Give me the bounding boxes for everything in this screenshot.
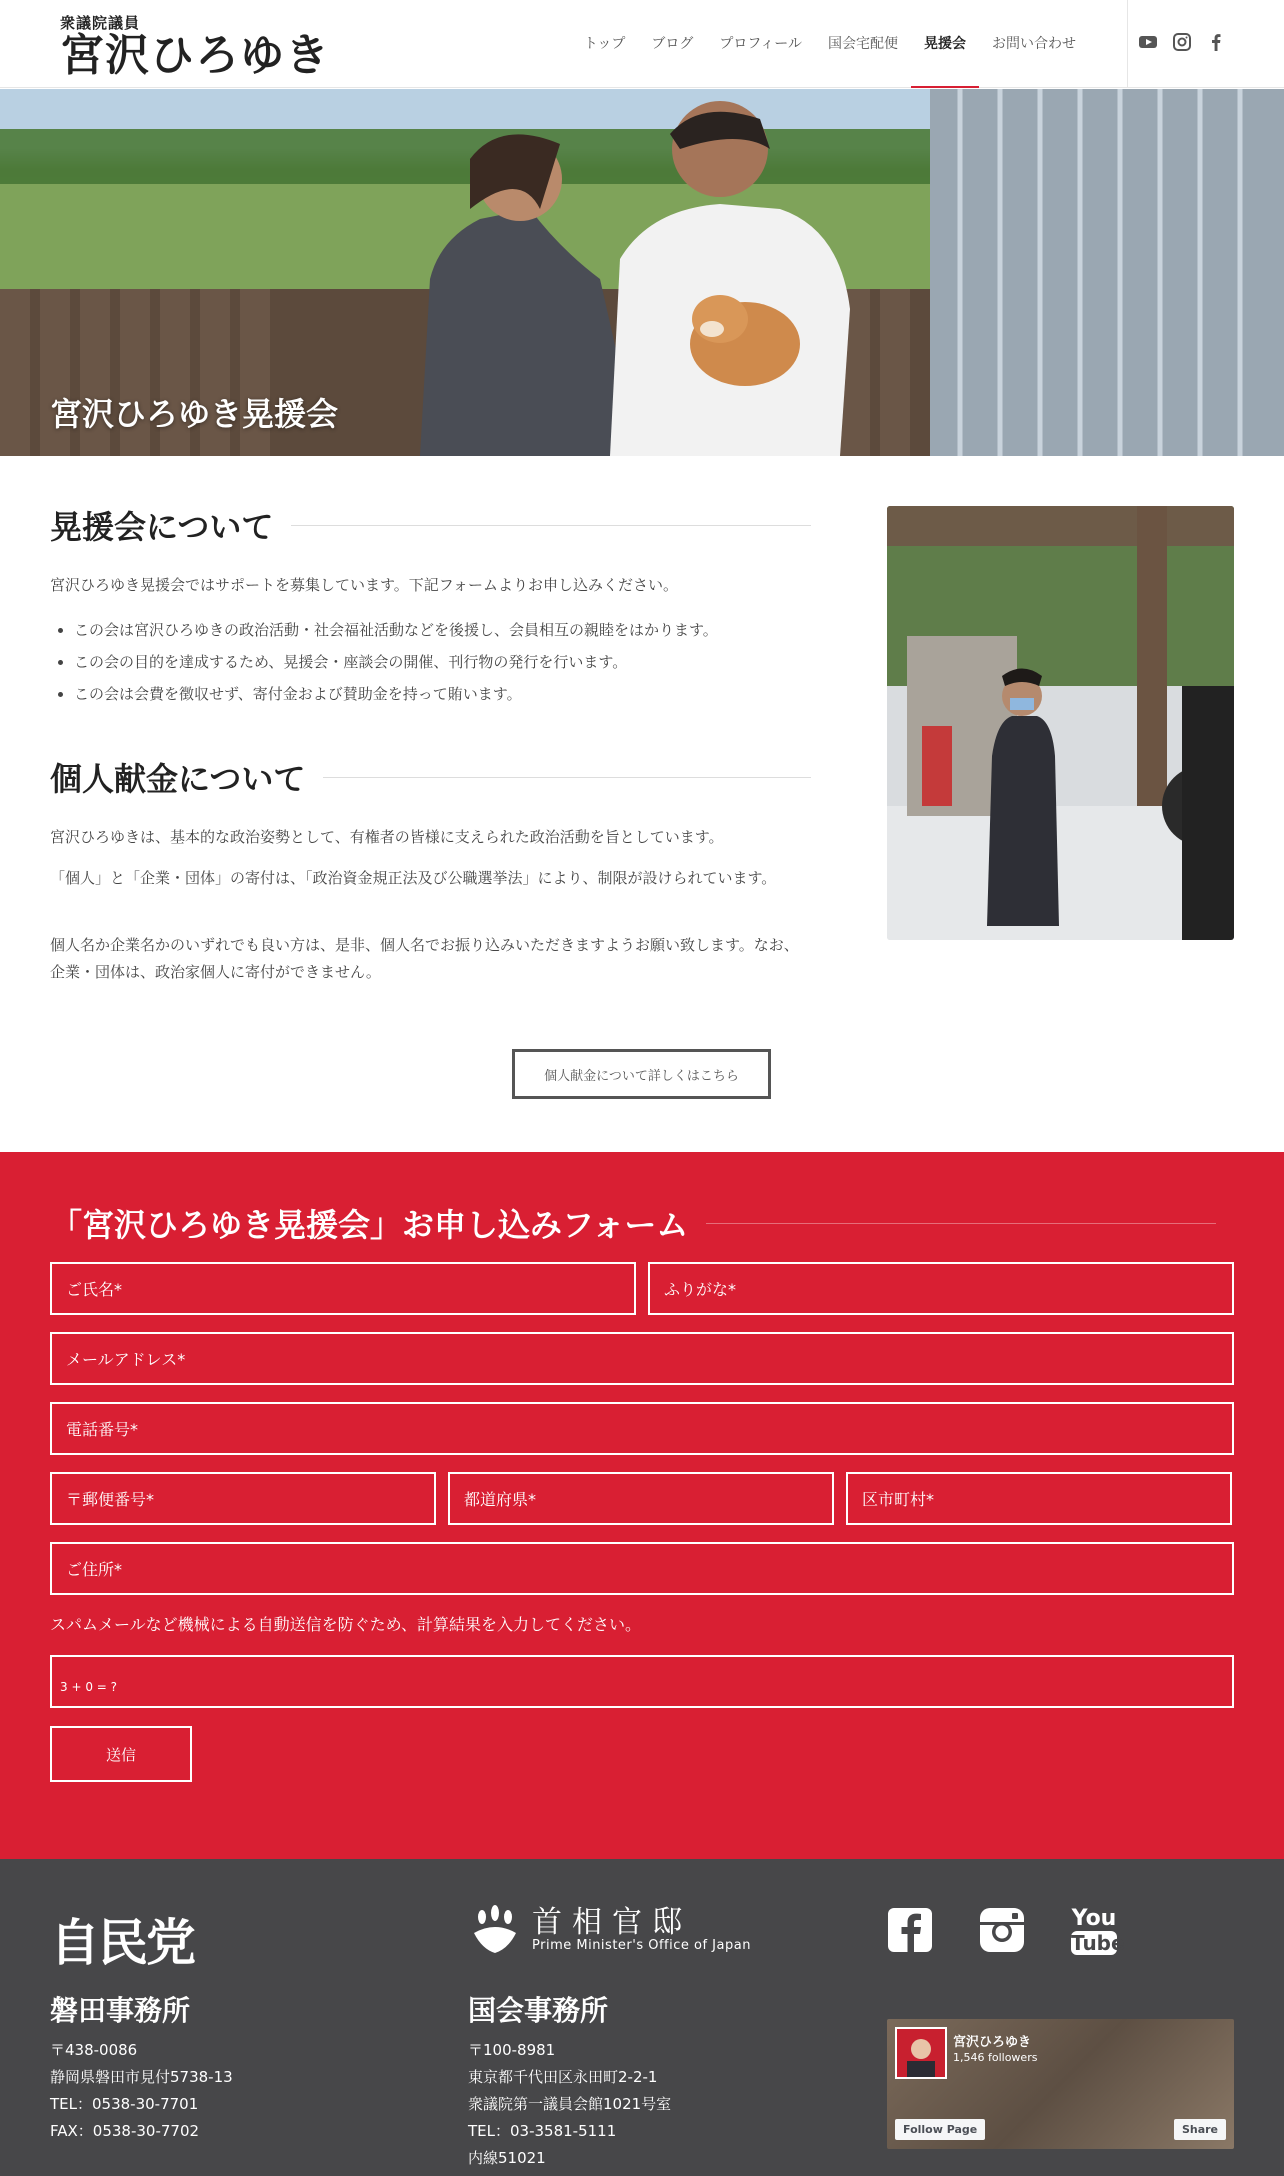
- site-logo[interactable]: [60, 12, 330, 79]
- nav-item-supporters[interactable]: 晃援会: [911, 0, 979, 88]
- prefecture-field[interactable]: 都道府県*: [448, 1472, 834, 1525]
- address-field[interactable]: ご住所*: [50, 1542, 1234, 1595]
- nav-divider: [1127, 0, 1128, 88]
- kantei-name: 首相官邸: [532, 1904, 692, 1940]
- office1-line: TEL：0538-30-7701: [50, 2095, 199, 2113]
- phone-field[interactable]: 電話番号*: [50, 1402, 1234, 1455]
- facebook-icon[interactable]: [887, 1907, 933, 1953]
- logo-subtitle: 衆議院議員: [60, 14, 141, 32]
- office1-address: [50, 2037, 233, 2145]
- footer-social: [887, 1906, 1125, 1959]
- office1-title: 磐田事務所: [50, 1994, 191, 2027]
- share-button[interactable]: Share: [1174, 2119, 1226, 2140]
- office1-line: 〒438-0086: [50, 2041, 138, 2059]
- list-item: • この会は会費を徴収せず、寄付金および賛助金を持って賄います。: [74, 678, 718, 710]
- office2-title: 国会事務所: [468, 1994, 609, 2027]
- site-header: [0, 0, 1284, 88]
- nav-item-top[interactable]: トップ: [583, 36, 626, 52]
- donation-heading-text: 個人献金について: [50, 760, 306, 798]
- fb-followers: 1,546 followers: [953, 2051, 1038, 2064]
- about-bullets: [74, 614, 718, 710]
- donation-heading: [50, 754, 811, 800]
- submit-button[interactable]: 送信: [50, 1726, 192, 1782]
- youtube-icon[interactable]: [1138, 32, 1158, 52]
- instagram-icon[interactable]: [979, 1907, 1025, 1953]
- signup-form-section: [0, 1152, 1284, 1859]
- facebook-icon[interactable]: [1206, 32, 1226, 52]
- office1-line: 静岡県磐田市見付5738-13: [50, 2068, 233, 2086]
- heading-divider: [706, 1223, 1216, 1224]
- about-intro: 宮沢ひろゆき晃援会ではサポートを募集しています。下記フォームよりお申し込みください。: [50, 576, 679, 594]
- ldp-logo[interactable]: 自民党: [50, 1914, 194, 1972]
- donation-paragraph-3: 個人名か企業名かのいずれでも良い方は、是非、個人名でお振り込みいただきますようお願い致します。なお、企業・団体は、政治家個人に寄付ができません。: [50, 936, 799, 981]
- youtube-icon-bottom: Tube: [1071, 1931, 1125, 1955]
- spam-note: スパムメールなど機械による自動送信を防ぐため、計算結果を入力してください。: [50, 1615, 642, 1634]
- fb-page-name[interactable]: 宮沢ひろゆき: [953, 2035, 1032, 2050]
- side-photo: [887, 506, 1234, 940]
- youtube-icon-top: You: [1071, 1906, 1117, 1931]
- nav-item-contact[interactable]: お問い合わせ: [992, 36, 1076, 52]
- donation-details-button[interactable]: 個人献金について詳しくはこちら: [512, 1049, 771, 1099]
- header-social: [1138, 32, 1226, 52]
- name-field[interactable]: ご氏名*: [50, 1262, 636, 1315]
- office2-line: 〒100-8981: [468, 2041, 556, 2059]
- heading-divider: [323, 777, 811, 778]
- page-title: 宮沢ひろゆき晃援会: [50, 395, 339, 433]
- city-field[interactable]: 区市町村*: [846, 1472, 1232, 1525]
- logo-name: 宮沢ひろゆき: [60, 30, 330, 81]
- nav-item-profile[interactable]: プロフィール: [719, 36, 802, 52]
- office2-address: [468, 2037, 671, 2172]
- email-field[interactable]: メールアドレス*: [50, 1332, 1234, 1385]
- office2-line: TEL：03-3581-5111: [468, 2122, 617, 2140]
- kantei-logo[interactable]: [468, 1903, 751, 1957]
- office1-line: FAX：0538-30-7702: [50, 2122, 200, 2140]
- office2-line: 東京都千代田区永田町2-2-1: [468, 2068, 658, 2086]
- about-heading-text: 晃援会について: [50, 508, 274, 546]
- shrine-photo: [887, 506, 1234, 940]
- donation-paragraph-2: 「個人」と「企業・団体」の寄付は、「政治資金規正法及び公職選挙法」により、制限が設けられています。: [50, 869, 777, 887]
- nav-item-delivery[interactable]: 国会宅配便: [828, 36, 898, 52]
- about-heading: [50, 502, 811, 548]
- instagram-icon[interactable]: [1172, 32, 1192, 52]
- site-footer: [0, 1859, 1284, 2176]
- hero-banner: [0, 89, 1284, 456]
- form-heading-text: 「宮沢ひろゆき晃援会」お申し込みフォーム: [50, 1206, 689, 1244]
- main-nav: [571, 0, 1089, 88]
- donation-paragraph-1: 宮沢ひろゆきは、基本的な政治姿勢として、有権者の皆様に支えられた政治活動を旨としています。: [50, 828, 724, 846]
- office2-line: 内線51021: [468, 2149, 546, 2167]
- paulownia-icon: [468, 1903, 522, 1957]
- kantei-english: Prime Minister's Office of Japan: [532, 1937, 751, 1953]
- avatar: [895, 2027, 947, 2079]
- furigana-field[interactable]: ふりがな*: [648, 1262, 1234, 1315]
- youtube-icon[interactable]: [1071, 1906, 1125, 1959]
- nav-item-blog[interactable]: ブログ: [651, 36, 694, 52]
- office2-line: 衆議院第一議員会館1021号室: [468, 2095, 672, 2113]
- zip-field[interactable]: 〒郵便番号*: [50, 1472, 436, 1525]
- list-item: • この会の目的を達成するため、晃援会・座談会の開催、刊行物の発行を行います。: [74, 646, 718, 678]
- list-item: • この会は宮沢ひろゆきの政治活動・社会福祉活動などを後援し、会員相互の親睦をはかります。: [74, 614, 718, 646]
- form-heading: [50, 1200, 1216, 1246]
- heading-divider: [291, 525, 811, 526]
- captcha-field[interactable]: 3 + 0 = ?: [50, 1655, 1234, 1708]
- follow-page-button[interactable]: Follow Page: [895, 2119, 985, 2140]
- facebook-page-widget[interactable]: [887, 2019, 1234, 2149]
